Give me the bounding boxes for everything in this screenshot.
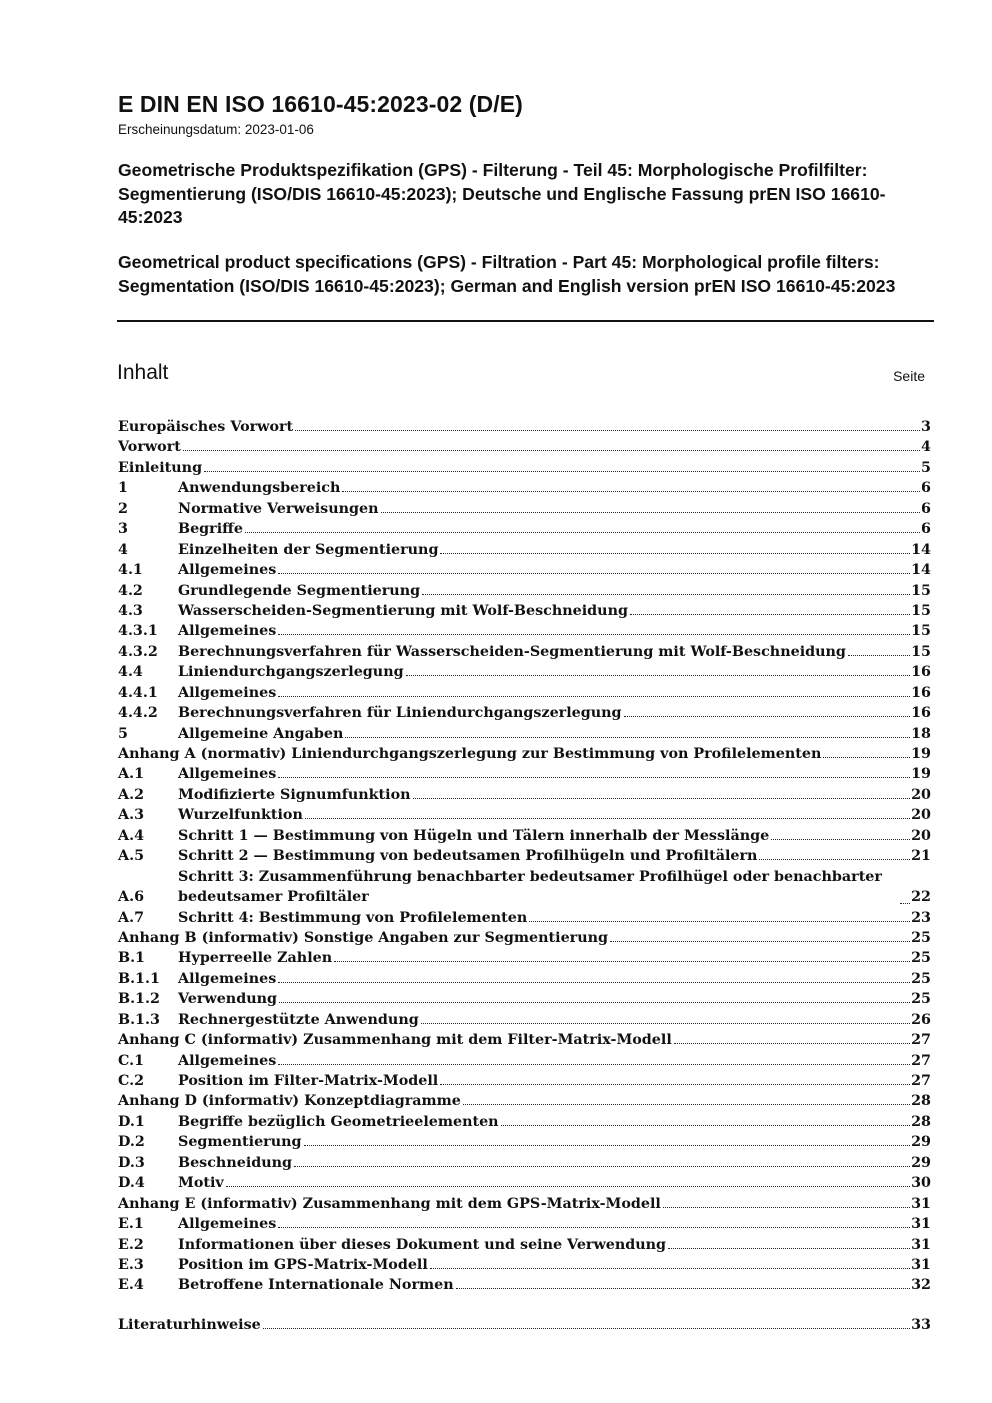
toc-entry[interactable] bbox=[118, 1091, 931, 1111]
toc-entry-page: 20 bbox=[911, 827, 931, 844]
dot-leader bbox=[823, 757, 910, 758]
dot-leader bbox=[305, 818, 910, 819]
dot-leader bbox=[226, 1186, 910, 1187]
toc-entry[interactable] bbox=[118, 846, 931, 866]
toc-entry[interactable] bbox=[118, 1275, 931, 1295]
toc-entry-title: Anhang B (informativ) Sonstige Angaben zur Segmentierung bbox=[118, 929, 608, 946]
toc-entry[interactable] bbox=[118, 1051, 931, 1071]
toc-entry-title: Berechnungsverfahren für Liniendurchgangszerlegung bbox=[178, 705, 622, 722]
dot-leader bbox=[674, 1043, 910, 1044]
dot-leader bbox=[263, 1328, 910, 1329]
toc-entry-title: Allgemeine Angaben bbox=[178, 725, 344, 742]
toc-entry-page: 32 bbox=[911, 1277, 931, 1294]
toc-entry[interactable] bbox=[118, 499, 931, 519]
toc-entry-number: 1 bbox=[118, 480, 128, 497]
toc-entry-number: A.6 bbox=[118, 889, 145, 906]
toc-entry-title: Einleitung bbox=[118, 459, 203, 476]
dot-leader bbox=[456, 1288, 910, 1289]
dot-leader bbox=[278, 1227, 910, 1228]
toc-entry-title: Begriffe bezüglich Geometrieelementen bbox=[178, 1113, 499, 1130]
toc-entry[interactable] bbox=[118, 1071, 931, 1091]
toc-entry[interactable] bbox=[118, 1010, 931, 1030]
toc-entry-title: Anwendungsbereich bbox=[178, 480, 341, 497]
toc-entry-page: 15 bbox=[911, 623, 931, 640]
toc-entry[interactable] bbox=[118, 683, 931, 703]
toc-entry[interactable] bbox=[118, 1173, 931, 1193]
toc-entry[interactable] bbox=[118, 908, 931, 928]
toc-entry[interactable] bbox=[118, 1235, 931, 1255]
toc-entry-page: 22 bbox=[911, 889, 931, 906]
dot-leader bbox=[900, 903, 910, 904]
toc-entry[interactable] bbox=[118, 948, 931, 968]
toc-entry-title: Anhang E (informativ) Zusammenhang mit dem GPS-Matrix-Modell bbox=[118, 1195, 661, 1212]
dot-leader bbox=[304, 1145, 911, 1146]
toc-entry-title: Allgemeines bbox=[178, 623, 277, 640]
toc-entry[interactable] bbox=[118, 1030, 931, 1050]
toc-entry-page: 27 bbox=[911, 1073, 931, 1090]
toc-entry-title: Beschneidung bbox=[178, 1154, 293, 1171]
toc-entry-number: 4.4.1 bbox=[118, 684, 158, 701]
toc-entry-number: A.2 bbox=[118, 786, 145, 803]
toc-entry-title: Rechnergestützte Anwendung bbox=[178, 1011, 419, 1028]
toc-entry[interactable] bbox=[118, 1315, 931, 1335]
dot-leader bbox=[421, 1023, 910, 1024]
dot-leader bbox=[342, 491, 920, 492]
dot-leader bbox=[278, 696, 910, 697]
dot-leader bbox=[430, 1268, 910, 1269]
toc-entry-number: D.3 bbox=[118, 1154, 145, 1171]
toc-entry-page: 14 bbox=[911, 562, 931, 579]
dot-leader bbox=[381, 512, 921, 513]
toc-entry-title: Position im GPS-Matrix-Modell bbox=[178, 1256, 428, 1273]
toc-entry[interactable] bbox=[118, 928, 931, 948]
toc-entry-number: D.1 bbox=[118, 1113, 145, 1130]
toc-entry[interactable] bbox=[118, 458, 931, 478]
toc-entry-page: 33 bbox=[911, 1316, 931, 1333]
toc-entry-title: Begriffe bbox=[178, 521, 243, 538]
toc-entry-page: 25 bbox=[911, 991, 931, 1008]
toc-entry[interactable] bbox=[118, 560, 931, 580]
dot-leader bbox=[440, 553, 910, 554]
toc-entry-number: E.2 bbox=[118, 1236, 144, 1253]
toc-entry-page: 6 bbox=[921, 521, 931, 538]
toc-entry-title: Vorwort bbox=[118, 439, 181, 456]
toc-entry-title: Schritt 2 — Bestimmung von bedeutsamen Profilhügeln und Profiltälern bbox=[178, 848, 758, 865]
toc-entry-number: 4 bbox=[118, 541, 128, 558]
toc-entry-page: 30 bbox=[911, 1175, 931, 1192]
toc-entry-number: A.7 bbox=[118, 909, 145, 926]
toc-entry[interactable] bbox=[118, 785, 931, 805]
toc-entry-number: 4.3.2 bbox=[118, 643, 158, 660]
document-code: E DIN EN ISO 16610-45:2023-02 (D/E) bbox=[118, 91, 523, 117]
dot-leader bbox=[610, 941, 910, 942]
toc-entry[interactable] bbox=[118, 826, 931, 846]
title-english: Geometrical product specifications (GPS) - Filtration - Part 45: Morphological profile filters: Segmentation (ISO/DIS 16610-45:2023); German and English version prEN ISO 16610-45:2023 bbox=[118, 252, 896, 296]
toc-entry-number: B.1 bbox=[118, 950, 146, 967]
toc-entry[interactable] bbox=[118, 989, 931, 1009]
dot-leader bbox=[422, 594, 910, 595]
dot-leader bbox=[663, 1207, 910, 1208]
toc-entry-title: Hyperreelle Zahlen bbox=[178, 950, 333, 967]
dot-leader bbox=[278, 982, 910, 983]
dot-leader bbox=[630, 614, 910, 615]
toc-entry[interactable] bbox=[118, 744, 931, 764]
toc-entry-page: 29 bbox=[911, 1134, 931, 1151]
toc-entry-title: Allgemeines bbox=[178, 766, 277, 783]
toc-entry-number: B.1.2 bbox=[118, 991, 160, 1008]
toc-entry-number: 4.1 bbox=[118, 562, 143, 579]
toc-entry-title: Allgemeines bbox=[178, 1052, 277, 1069]
toc-entry-title: Allgemeines bbox=[178, 970, 277, 987]
toc-entry-title: Normative Verweisungen bbox=[178, 500, 379, 517]
toc-entry[interactable] bbox=[118, 417, 931, 437]
toc-entry-title: Schritt 4: Bestimmung von Profilelementen bbox=[178, 909, 528, 926]
toc-entry-title: Europäisches Vorwort bbox=[118, 419, 294, 435]
toc-entry-title: Schritt 1 — Bestimmung von Hügeln und Tälern innerhalb der Messlänge bbox=[178, 827, 770, 844]
toc-entry[interactable] bbox=[118, 601, 931, 621]
toc-entry[interactable] bbox=[118, 621, 931, 641]
toc-entry-number: A.1 bbox=[118, 766, 145, 783]
toc-entry-number: A.4 bbox=[118, 827, 145, 844]
toc-entry-number: B.1.3 bbox=[118, 1011, 160, 1028]
toc-entry-number: C.2 bbox=[118, 1073, 145, 1090]
dot-leader bbox=[529, 921, 910, 922]
dot-leader bbox=[278, 777, 910, 778]
toc-entry-title: Allgemeines bbox=[178, 562, 277, 579]
toc-entry-title: Position im Filter-Matrix-Modell bbox=[178, 1073, 439, 1090]
dot-leader bbox=[345, 737, 910, 738]
toc-entry-page: 15 bbox=[911, 643, 931, 660]
toc-entry[interactable] bbox=[118, 437, 931, 457]
toc-entry[interactable] bbox=[118, 969, 931, 989]
toc-entry-title: Allgemeines bbox=[178, 684, 277, 701]
toc-entry-page: 28 bbox=[911, 1093, 931, 1110]
toc-entry-title: Informationen über dieses Dokument und seine Verwendung bbox=[178, 1236, 667, 1253]
toc-entry-title: Liniendurchgangszerlegung bbox=[178, 664, 404, 681]
dot-leader bbox=[279, 1002, 910, 1003]
toc-entry[interactable] bbox=[118, 1153, 931, 1173]
toc-entry-page: 18 bbox=[911, 725, 931, 742]
toc-entry-number: 4.4.2 bbox=[118, 705, 158, 722]
toc-entry-number: E.3 bbox=[118, 1256, 144, 1273]
toc-entry-title: Wasserscheiden-Segmentierung mit Wolf-Beschneidung bbox=[178, 602, 628, 619]
toc-entry[interactable] bbox=[118, 1132, 931, 1152]
toc-entry-number: B.1.1 bbox=[118, 970, 160, 987]
dot-leader bbox=[278, 1064, 910, 1065]
toc-entry[interactable] bbox=[118, 1255, 931, 1275]
title-divider bbox=[117, 320, 934, 322]
toc-entry-page: 15 bbox=[911, 602, 931, 619]
dot-leader bbox=[278, 634, 910, 635]
dot-leader bbox=[245, 532, 920, 533]
toc-entry-page: 23 bbox=[911, 909, 931, 926]
publication-date: Erscheinungsdatum: 2023-01-06 bbox=[118, 122, 314, 137]
toc-entry-number: E.4 bbox=[118, 1277, 144, 1294]
toc-entry-title: Allgemeines bbox=[178, 1216, 277, 1233]
toc-entry-title: Segmentierung bbox=[178, 1134, 302, 1151]
toc-entry-title: Einzelheiten der Segmentierung bbox=[178, 541, 439, 558]
dot-leader bbox=[668, 1248, 910, 1249]
toc-entry-number: 3 bbox=[118, 521, 128, 538]
toc-entry-page: 20 bbox=[911, 807, 931, 824]
toc-entry-page: 27 bbox=[911, 1032, 931, 1049]
toc-entry-page: 5 bbox=[921, 459, 931, 476]
toc-entry[interactable] bbox=[118, 478, 931, 498]
toc-entry-page: 31 bbox=[911, 1236, 931, 1253]
toc-entry[interactable] bbox=[118, 519, 931, 539]
toc-entry-title: Anhang A (normativ) Liniendurchgangszerlegung zur Bestimmung von Profilelementen bbox=[118, 746, 822, 762]
toc-entry-page: 28 bbox=[911, 1113, 931, 1130]
dot-leader bbox=[294, 1166, 910, 1167]
toc-entry[interactable] bbox=[118, 581, 931, 601]
dot-leader bbox=[183, 450, 920, 451]
toc-entry-page: 21 bbox=[911, 848, 931, 865]
toc-entry[interactable] bbox=[118, 805, 931, 825]
toc-entry-page: 16 bbox=[911, 664, 931, 681]
toc-entry[interactable] bbox=[118, 724, 931, 744]
title-german: Geometrische Produktspezifikation (GPS) - Filterung - Teil 45: Morphologische Profilfilter: Segmentierung (ISO/DIS 16610-45:2023); Deutsche und Englische Fassung prEN ISO 16610-45:2023 bbox=[118, 160, 886, 227]
toc-entry-number: 4.4 bbox=[118, 664, 143, 681]
toc-entry[interactable] bbox=[118, 1194, 931, 1214]
table-of-contents bbox=[118, 417, 931, 1335]
toc-entry-page: 16 bbox=[911, 684, 931, 701]
dot-leader bbox=[413, 798, 911, 799]
toc-entry[interactable] bbox=[118, 703, 931, 723]
toc-entry-title: Modifizierte Signumfunktion bbox=[178, 786, 411, 803]
dot-leader bbox=[501, 1125, 911, 1126]
dot-leader bbox=[624, 716, 911, 717]
toc-entry-title: Literaturhinweise bbox=[118, 1316, 261, 1333]
toc-page-label: Seite bbox=[893, 368, 925, 384]
toc-entry-title: Wurzelfunktion bbox=[178, 807, 303, 824]
toc-entry-title: Verwendung bbox=[178, 991, 277, 1008]
toc-entry-page: 4 bbox=[921, 439, 931, 456]
toc-entry[interactable] bbox=[118, 1112, 931, 1132]
toc-entry-page: 16 bbox=[911, 705, 931, 722]
toc-entry[interactable] bbox=[118, 662, 931, 682]
dot-leader bbox=[204, 471, 920, 472]
toc-entry-page: 3 bbox=[921, 419, 931, 435]
toc-entry-number: 5 bbox=[118, 725, 128, 742]
dot-leader bbox=[406, 675, 911, 676]
toc-entry[interactable] bbox=[118, 540, 931, 560]
toc-entry-title: Motiv bbox=[178, 1175, 224, 1192]
toc-entry-number: 4.3.1 bbox=[118, 623, 158, 640]
toc-entry-number: D.2 bbox=[118, 1134, 145, 1151]
dot-leader bbox=[278, 573, 910, 574]
toc-entry-number: C.1 bbox=[118, 1052, 145, 1069]
dot-leader bbox=[463, 1104, 910, 1105]
toc-entry-page: 27 bbox=[911, 1052, 931, 1069]
dot-leader bbox=[759, 859, 910, 860]
toc-entry-page: 19 bbox=[911, 746, 931, 762]
dot-leader bbox=[440, 1084, 910, 1085]
toc-entry-page: 25 bbox=[911, 950, 931, 967]
dot-leader bbox=[848, 655, 910, 656]
toc-entry-number: 2 bbox=[118, 500, 128, 517]
toc-entry-title: Grundlegende Segmentierung bbox=[178, 582, 421, 599]
toc-entry-number: A.3 bbox=[118, 807, 145, 824]
toc-entry-page: 26 bbox=[911, 1011, 931, 1028]
toc-entry-page: 14 bbox=[911, 541, 931, 558]
toc-entry-title: Schritt 3: Zusammenführung benachbarter bedeutsamer Profilhügel oder benachbarter bedeutsamer Profiltäler bbox=[178, 868, 882, 906]
dot-leader bbox=[334, 961, 910, 962]
toc-heading: Inhalt bbox=[117, 361, 169, 384]
toc-entry-page: 19 bbox=[911, 766, 931, 783]
toc-entry-title: Anhang C (informativ) Zusammenhang mit dem Filter-Matrix-Modell bbox=[118, 1032, 672, 1049]
toc-entry[interactable] bbox=[118, 867, 931, 908]
toc-entry-number: D.4 bbox=[118, 1175, 145, 1192]
toc-entry-page: 6 bbox=[921, 480, 931, 497]
toc-entry-page: 15 bbox=[911, 582, 931, 599]
toc-entry-title: Berechnungsverfahren für Wasserscheiden-Segmentierung mit Wolf-Beschneidung bbox=[178, 643, 846, 660]
toc-entry-page: 31 bbox=[911, 1256, 931, 1273]
dot-leader bbox=[771, 839, 910, 840]
toc-entry-page: 29 bbox=[911, 1154, 931, 1171]
toc-entry-page: 20 bbox=[911, 786, 931, 803]
toc-entry-page: 31 bbox=[911, 1195, 931, 1212]
toc-entry[interactable] bbox=[118, 642, 931, 662]
toc-entry-page: 25 bbox=[911, 970, 931, 987]
toc-entry-number: 4.2 bbox=[118, 582, 143, 599]
toc-entry-page: 31 bbox=[911, 1216, 931, 1233]
toc-entry-title: Betroffene Internationale Normen bbox=[178, 1277, 454, 1294]
toc-entry[interactable] bbox=[118, 764, 931, 784]
toc-entry-page: 6 bbox=[921, 500, 931, 517]
toc-entry-number: E.1 bbox=[118, 1216, 144, 1233]
toc-entry-number: 4.3 bbox=[118, 602, 143, 619]
dot-leader bbox=[295, 430, 920, 431]
toc-entry-title: Anhang D (informativ) Konzeptdiagramme bbox=[118, 1093, 461, 1110]
toc-entry-number: A.5 bbox=[118, 848, 145, 865]
toc-entry[interactable] bbox=[118, 1214, 931, 1234]
toc-entry-page: 25 bbox=[911, 929, 931, 946]
